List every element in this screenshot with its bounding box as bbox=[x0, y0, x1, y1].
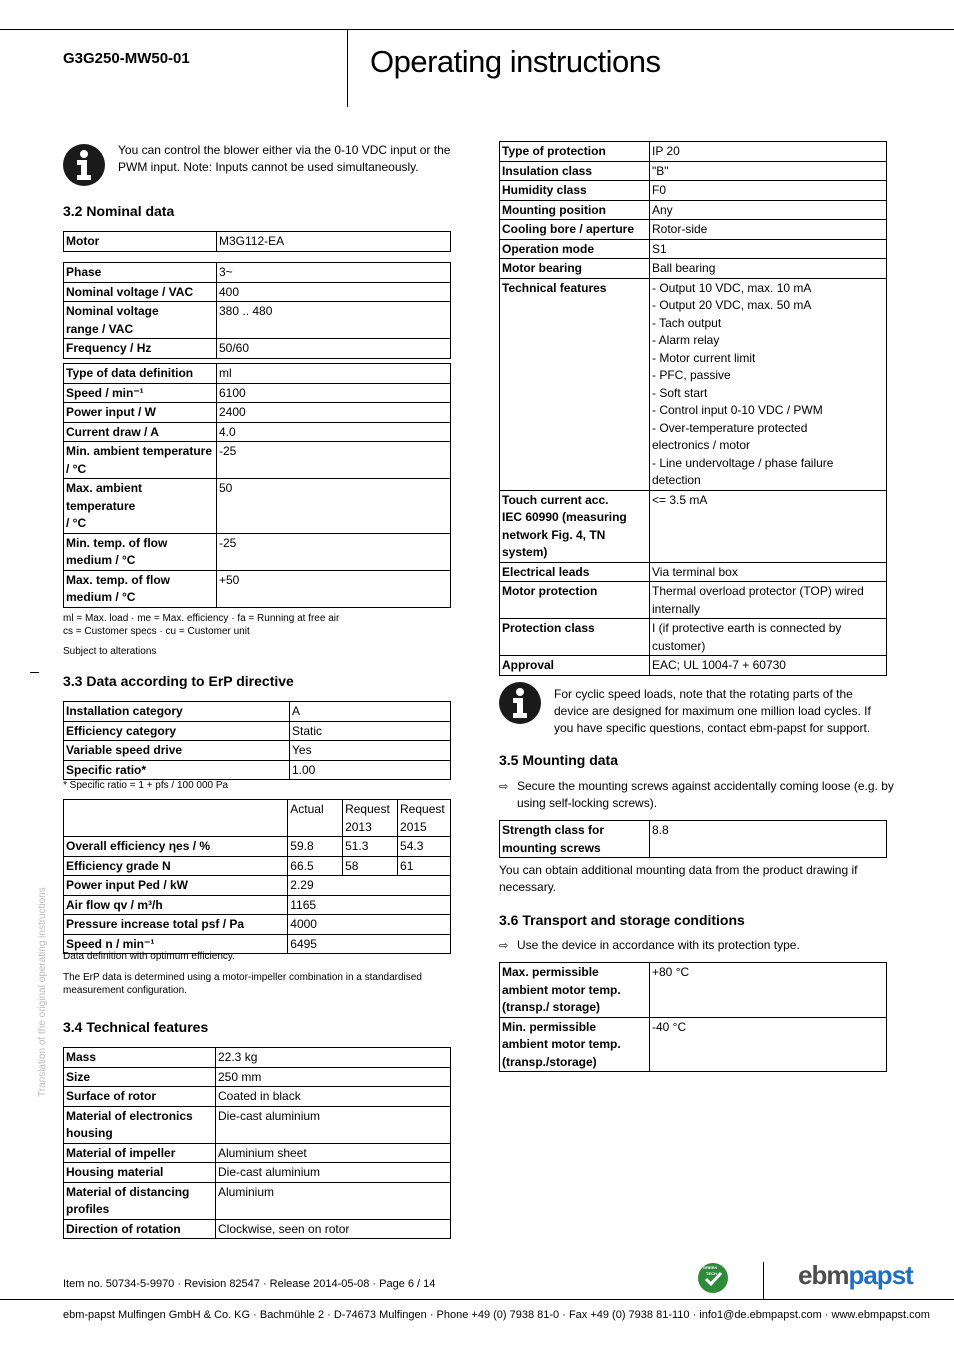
row-value: F0 bbox=[650, 181, 887, 201]
table-row bbox=[64, 383, 451, 403]
row-value: <= 3.5 mA bbox=[650, 490, 887, 562]
row-value: 250 mm bbox=[216, 1067, 451, 1087]
row-label: Current draw / A bbox=[64, 422, 217, 442]
row-value: -40 °C bbox=[650, 1017, 887, 1072]
motor-table bbox=[63, 231, 451, 252]
row-value: 6100 bbox=[217, 383, 451, 403]
row-label: Surface of rotor bbox=[64, 1087, 216, 1107]
table-row bbox=[500, 142, 887, 162]
row-value: +80 °C bbox=[650, 963, 887, 1018]
row-label: Max. permissible ambient motor temp. (transp./ storage) bbox=[500, 963, 650, 1018]
row-label: Technical features bbox=[500, 278, 650, 490]
row-value: Die-cast aluminium bbox=[216, 1106, 451, 1143]
table-row bbox=[64, 302, 451, 339]
mounting-table bbox=[499, 820, 887, 858]
nominal-data-table bbox=[63, 363, 451, 608]
translation-sidebar-text: Translation of the original operating instructions bbox=[37, 887, 48, 1097]
row-value: 50/60 bbox=[217, 339, 451, 359]
erp-heading: 3.3 Data according to ErP directive bbox=[63, 673, 294, 689]
badge-label-bottom: TECH bbox=[706, 1271, 717, 1276]
cyclic-load-note: For cyclic speed loads, note that the rotating parts of the device are designed for maximum one million load cycles. If you have specific questions, contact ebm-papst for support. bbox=[554, 687, 871, 735]
row-value: Ball bearing bbox=[650, 259, 887, 279]
mounting-heading: 3.5 Mounting data bbox=[499, 752, 618, 768]
row-value: 1165 bbox=[288, 895, 451, 915]
row-value: Yes bbox=[290, 741, 451, 761]
electrical-table bbox=[63, 262, 451, 359]
table-row bbox=[500, 239, 887, 259]
row-value: 50 bbox=[217, 479, 451, 534]
table-row bbox=[64, 741, 451, 761]
row-value: 66.5 bbox=[288, 856, 343, 876]
row-label: Max. ambient temperature / °C bbox=[64, 479, 217, 534]
table-row bbox=[64, 1048, 451, 1068]
row-value: S1 bbox=[650, 239, 887, 259]
row-value: - Output 10 VDC, max. 10 mA - Output 20 VDC, max. 50 mA - Tach output - Alarm relay - Motor current limit - PFC, passive - Soft start - Control input 0-10 VDC / PWM - Over-temperature protected electronics / motor - Line undervoltage / phase failure detection bbox=[650, 278, 887, 490]
arrow-right-icon: ⇨ bbox=[499, 781, 509, 793]
erp-efficiency-table bbox=[63, 799, 451, 954]
row-label: Overall efficiency ηes / % bbox=[64, 837, 288, 857]
table-row bbox=[500, 220, 887, 240]
row-value: 54.3 bbox=[398, 837, 451, 857]
table-row bbox=[64, 702, 451, 722]
table-row bbox=[64, 364, 451, 384]
row-value: 8.8 bbox=[650, 821, 887, 858]
row-label: Strength class for mounting screws bbox=[500, 821, 650, 858]
row-value: 3~ bbox=[217, 263, 451, 283]
logo-divider bbox=[763, 1262, 764, 1300]
erp-footnote: * Specific ratio = 1 + pfs / 100 000 Pa bbox=[63, 780, 229, 791]
table-header-row bbox=[64, 800, 451, 837]
transport-bullet bbox=[499, 937, 895, 954]
row-label: Nominal voltage range / VAC bbox=[64, 302, 217, 339]
row-label: Cooling bore / aperture bbox=[500, 220, 650, 240]
row-label: Min. ambient temperature / °C bbox=[64, 442, 217, 479]
table-row bbox=[64, 1087, 451, 1107]
row-value: Via terminal box bbox=[650, 562, 887, 582]
row-value: 6495 bbox=[288, 934, 451, 954]
row-label: Power input / W bbox=[64, 403, 217, 423]
table-row bbox=[500, 963, 887, 1018]
protection-table bbox=[499, 141, 887, 676]
table-row bbox=[500, 821, 887, 858]
table-row bbox=[64, 837, 451, 857]
row-value: ml bbox=[217, 364, 451, 384]
row-label: Max. temp. of flow medium / °C bbox=[64, 570, 217, 607]
row-label: Humidity class bbox=[500, 181, 650, 201]
row-label: Specific ratio* bbox=[64, 760, 290, 780]
row-label: Protection class bbox=[500, 619, 650, 656]
model-number: G3G250-MW50-01 bbox=[63, 50, 190, 67]
column-header: Request 2013 bbox=[343, 800, 398, 837]
erp-note-2: The ErP data is determined using a motor-impeller combination in a standardised measurement configuration. bbox=[63, 972, 422, 996]
table-row bbox=[500, 582, 887, 619]
row-value: 59.8 bbox=[288, 837, 343, 857]
row-label: Approval bbox=[500, 656, 650, 676]
row-label: Motor bearing bbox=[500, 259, 650, 279]
row-label: Efficiency category bbox=[64, 721, 290, 741]
row-value: A bbox=[290, 702, 451, 722]
table-row bbox=[64, 760, 451, 780]
row-value: -25 bbox=[217, 533, 451, 570]
row-value: Rotor-side bbox=[650, 220, 887, 240]
row-label: Direction of rotation bbox=[64, 1219, 216, 1239]
transport-table bbox=[499, 962, 887, 1072]
table-row bbox=[500, 161, 887, 181]
row-label: Nominal voltage / VAC bbox=[64, 282, 217, 302]
table-row bbox=[64, 442, 451, 479]
arrow-right-icon: ⇨ bbox=[499, 940, 509, 952]
transport-bullet-text: Use the device in accordance with its protection type. bbox=[517, 938, 800, 952]
mounting-bullet-text: Secure the mounting screws against accidentally coming loose (e.g. by using self-locking screws). bbox=[517, 779, 894, 810]
row-label: Speed n / min⁻¹ bbox=[64, 934, 288, 954]
row-value: 22.3 kg bbox=[216, 1048, 451, 1068]
table-row bbox=[64, 876, 451, 896]
badge-label-top: GREEN bbox=[703, 1265, 718, 1270]
row-label: Size bbox=[64, 1067, 216, 1087]
table-row bbox=[64, 1182, 451, 1219]
footer-rule bbox=[0, 1299, 954, 1300]
row-label: Variable speed drive bbox=[64, 741, 290, 761]
row-label: Operation mode bbox=[500, 239, 650, 259]
row-value: Thermal overload protector (TOP) wired internally bbox=[650, 582, 887, 619]
table-row bbox=[500, 656, 887, 676]
row-label: Mass bbox=[64, 1048, 216, 1068]
row-label: Material of impeller bbox=[64, 1143, 216, 1163]
table-row bbox=[64, 232, 451, 252]
row-value: +50 bbox=[217, 570, 451, 607]
row-value: 2400 bbox=[217, 403, 451, 423]
table-row bbox=[500, 619, 887, 656]
table-row bbox=[64, 282, 451, 302]
nominal-heading: 3.2 Nominal data bbox=[63, 203, 175, 219]
mounting-note: You can obtain additional mounting data from the product drawing if necessary. bbox=[499, 863, 858, 894]
row-value: 1.00 bbox=[290, 760, 451, 780]
legend-line-1: ml = Max. load · me = Max. efficiency · fa = Running at free air bbox=[63, 613, 340, 624]
table-row bbox=[500, 490, 887, 562]
info-icon bbox=[62, 143, 106, 187]
row-label: Phase bbox=[64, 263, 217, 283]
margin-mark bbox=[30, 672, 39, 673]
row-value: 4.0 bbox=[217, 422, 451, 442]
column-header: Actual bbox=[288, 800, 343, 837]
row-label: Power input Ped / kW bbox=[64, 876, 288, 896]
table-row bbox=[500, 562, 887, 582]
row-label: Insulation class bbox=[500, 161, 650, 181]
row-label: Touch current acc. IEC 60990 (measuring network Fig. 4, TN system) bbox=[500, 490, 650, 562]
table-row bbox=[500, 181, 887, 201]
page-title: Operating instructions bbox=[370, 44, 661, 79]
row-value: 380 .. 480 bbox=[217, 302, 451, 339]
table-row bbox=[64, 895, 451, 915]
intro-note: You can control the blower either via the 0-10 VDC input or the PWM input. Note: Inputs cannot be used simultaneously. bbox=[118, 143, 451, 174]
row-value: Die-cast aluminium bbox=[216, 1163, 451, 1183]
table-row bbox=[64, 533, 451, 570]
footer-item-info: Item no. 50734-5-9970 · Revision 82547 · Release 2014-05-08 · Page 6 / 14 bbox=[63, 1278, 436, 1290]
row-value: "B" bbox=[650, 161, 887, 181]
row-label: Speed / min⁻¹ bbox=[64, 383, 217, 403]
table-row bbox=[64, 915, 451, 935]
table-row bbox=[500, 278, 887, 490]
row-value: EAC; UL 1004-7 + 60730 bbox=[650, 656, 887, 676]
logo-part-ebm: ebm bbox=[798, 1260, 849, 1290]
table-row bbox=[64, 1067, 451, 1087]
erp-note-1: Data definition with optimum efficiency. bbox=[63, 951, 235, 962]
row-value: 61 bbox=[398, 856, 451, 876]
row-label: Material of distancing profiles bbox=[64, 1182, 216, 1219]
technical-features-table bbox=[63, 1047, 451, 1239]
table-row bbox=[64, 403, 451, 423]
mounting-bullet bbox=[499, 778, 895, 812]
row-value: Clockwise, seen on rotor bbox=[216, 1219, 451, 1239]
row-label: Min. permissible ambient motor temp. (transp./storage) bbox=[500, 1017, 650, 1072]
table-row bbox=[64, 570, 451, 607]
row-label: Type of protection bbox=[500, 142, 650, 162]
legend-line-2: cs = Customer specs · cu = Customer unit bbox=[63, 626, 250, 637]
transport-heading: 3.6 Transport and storage conditions bbox=[499, 912, 745, 928]
table-row bbox=[500, 259, 887, 279]
table-row bbox=[64, 721, 451, 741]
row-label: Mounting position bbox=[500, 200, 650, 220]
footer-address: ebm-papst Mulfingen GmbH & Co. KG · Bachmühle 2 · D-74673 Mulfingen · Phone +49 (0) 7938 81-0 · Fax +49 (0) 7938 81-110 · info1@de.ebmpapst.com · www.ebmpapst.com bbox=[63, 1309, 930, 1321]
row-value: I (if protective earth is connected by customer) bbox=[650, 619, 887, 656]
table-row bbox=[64, 479, 451, 534]
row-label: Installation category bbox=[64, 702, 290, 722]
column-header bbox=[64, 800, 288, 837]
column-header: Request 2015 bbox=[398, 800, 451, 837]
row-value: M3G112-EA bbox=[217, 232, 451, 252]
row-value: 2.29 bbox=[288, 876, 451, 896]
table-row bbox=[500, 1017, 887, 1072]
table-row bbox=[64, 422, 451, 442]
table-row bbox=[64, 1106, 451, 1143]
row-value: 51.3 bbox=[343, 837, 398, 857]
row-value: Aluminium sheet bbox=[216, 1143, 451, 1163]
table-row bbox=[64, 339, 451, 359]
logo-part-papst: papst bbox=[848, 1260, 913, 1290]
table-row bbox=[64, 856, 451, 876]
table-row bbox=[64, 1163, 451, 1183]
row-label: Motor bbox=[64, 232, 217, 252]
row-label: Pressure increase total psf / Pa bbox=[64, 915, 288, 935]
subject-to-alterations: Subject to alterations bbox=[63, 646, 157, 657]
row-value: IP 20 bbox=[650, 142, 887, 162]
info-icon bbox=[498, 681, 542, 725]
row-value: Any bbox=[650, 200, 887, 220]
table-row bbox=[64, 1219, 451, 1239]
row-value: 4000 bbox=[288, 915, 451, 935]
header-top-rule bbox=[0, 29, 954, 30]
row-label: Motor protection bbox=[500, 582, 650, 619]
row-value: Static bbox=[290, 721, 451, 741]
row-label: Air flow qv / m³/h bbox=[64, 895, 288, 915]
row-value: -25 bbox=[217, 442, 451, 479]
table-row bbox=[64, 1143, 451, 1163]
ebmpapst-logo bbox=[798, 1260, 913, 1291]
row-label: Type of data definition bbox=[64, 364, 217, 384]
row-value: Coated in black bbox=[216, 1087, 451, 1107]
header-divider bbox=[347, 30, 348, 107]
tech-heading: 3.4 Technical features bbox=[63, 1019, 209, 1035]
row-label: Min. temp. of flow medium / °C bbox=[64, 533, 217, 570]
row-value: 400 bbox=[217, 282, 451, 302]
row-label: Electrical leads bbox=[500, 562, 650, 582]
erp-table bbox=[63, 701, 451, 780]
row-label: Efficiency grade N bbox=[64, 856, 288, 876]
row-label: Material of electronics housing bbox=[64, 1106, 216, 1143]
table-row bbox=[64, 263, 451, 283]
table-row bbox=[500, 200, 887, 220]
row-label: Frequency / Hz bbox=[64, 339, 217, 359]
row-value: 58 bbox=[343, 856, 398, 876]
row-label: Housing material bbox=[64, 1163, 216, 1183]
row-value: Aluminium bbox=[216, 1182, 451, 1219]
